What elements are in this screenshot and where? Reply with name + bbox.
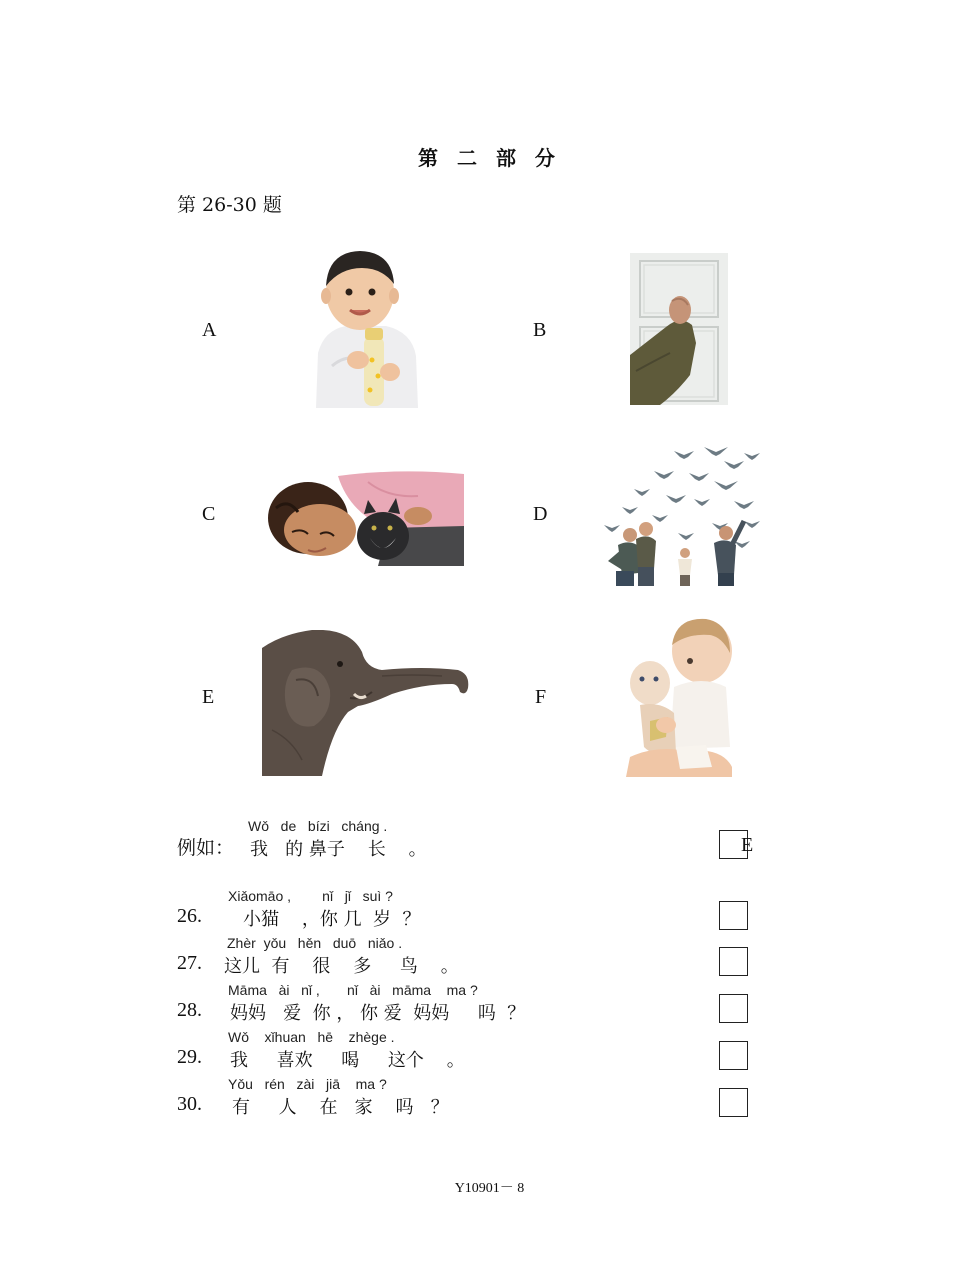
picture-elephant: [262, 630, 470, 776]
question-26-pinyin: Xiǎomāo , nǐ jǐ suì ?: [228, 888, 393, 904]
question-30-answer-box[interactable]: [719, 1088, 748, 1117]
picture-baby-with-bottle: [312, 248, 420, 408]
question-29-answer-box[interactable]: [719, 1041, 748, 1070]
example-label: 例如：: [177, 837, 235, 859]
question-30-hanzi: 有 人 在 家 吗 ？: [232, 1097, 449, 1118]
question-28-answer-box[interactable]: [719, 994, 748, 1023]
question-27-hanzi: 这儿 有 很 多 鸟 。: [224, 956, 459, 977]
question-28-hanzi: 妈妈 爱 你 ， 你 爱 妈妈 吗 ？: [230, 1003, 526, 1024]
question-29-number: 29.: [177, 1046, 202, 1068]
question-30-pinyin: Yǒu rén zài jiā ma ?: [228, 1076, 387, 1092]
question-26-hanzi: 小猫 ，你 几 岁 ？: [243, 909, 421, 930]
picture-label-d: D: [533, 503, 548, 525]
picture-label-b: B: [533, 319, 547, 341]
picture-girl-with-cat: [268, 468, 464, 566]
question-29-hanzi: 我 喜欢 喝 这个 。: [230, 1050, 465, 1071]
question-27-number: 27.: [177, 952, 202, 974]
question-range: 第 26-30 题: [177, 194, 282, 216]
picture-hand-knocking-door: [630, 253, 728, 405]
picture-baby-with-doll: [626, 617, 732, 777]
example-answer: E: [741, 834, 754, 856]
question-28-pinyin: Māma ài nǐ , nǐ ài māma ma ?: [228, 982, 478, 998]
picture-label-a: A: [202, 319, 217, 341]
example-hanzi: 我 的 鼻子 长 。: [250, 839, 427, 860]
page-footer: Y10901－ 8: [454, 1181, 525, 1196]
question-30-number: 30.: [177, 1093, 202, 1115]
question-26-answer-box[interactable]: [719, 901, 748, 930]
section-title: 第 二 部 分: [418, 146, 561, 170]
picture-label-f: F: [535, 686, 547, 708]
question-27-answer-box[interactable]: [719, 947, 748, 976]
question-26-number: 26.: [177, 905, 202, 927]
picture-people-with-birds: [594, 441, 764, 586]
question-28-number: 28.: [177, 999, 202, 1021]
picture-label-c: C: [202, 503, 216, 525]
picture-label-e: E: [202, 686, 215, 708]
question-29-pinyin: Wǒ xǐhuan hē zhège .: [228, 1029, 395, 1045]
question-27-pinyin: Zhèr yǒu hěn duō niǎo .: [227, 935, 403, 951]
example-pinyin: Wǒ de bízi cháng .: [248, 818, 388, 834]
